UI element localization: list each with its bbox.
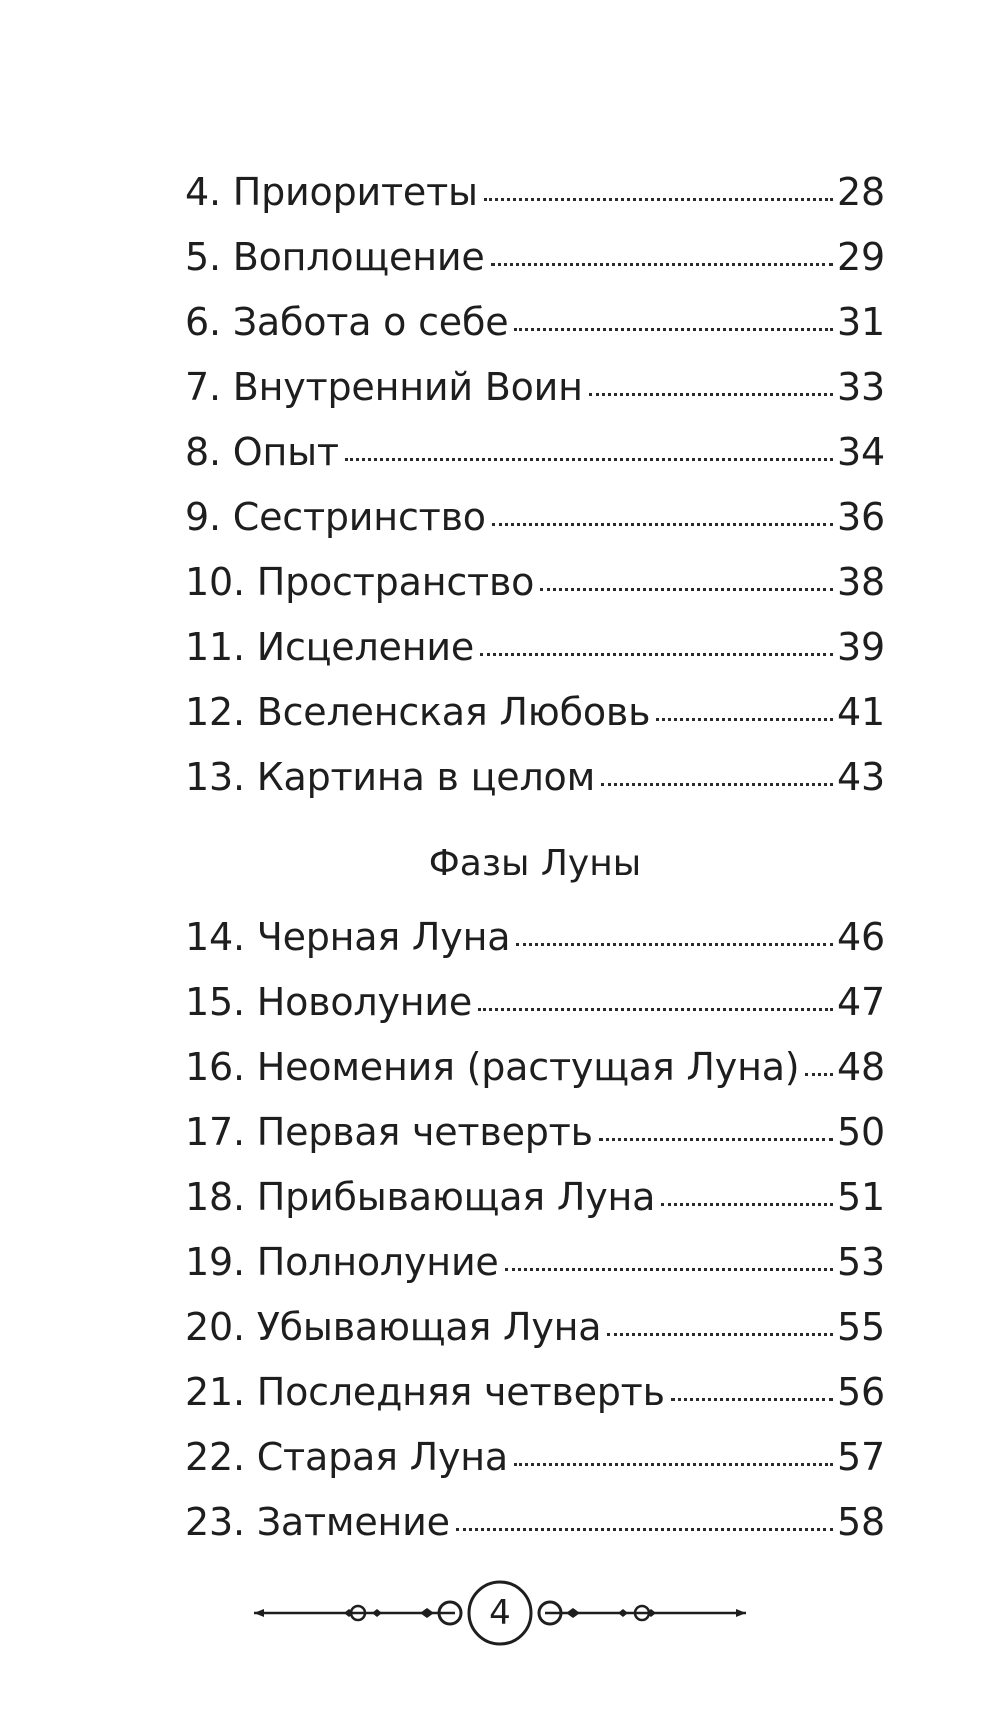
toc-entry-page: 53 — [837, 1240, 885, 1284]
toc-entry-page: 47 — [837, 980, 885, 1024]
toc-entry[interactable] — [185, 355, 885, 420]
dot-leader — [480, 653, 833, 656]
toc-entry-page: 57 — [837, 1435, 885, 1479]
toc-entry-title: 17. Первая четверть — [185, 1110, 593, 1154]
dot-leader — [514, 328, 833, 331]
toc-entry-title: 12. Вселенская Любовь — [185, 690, 651, 734]
toc-entry-title: 23. Затмение — [185, 1500, 450, 1544]
ornament-diamond — [566, 1608, 580, 1618]
toc-entry[interactable] — [185, 1230, 885, 1295]
toc-entry-title: 15. Новолуние — [185, 980, 473, 1024]
toc-entry-title: 14. Черная Луна — [185, 915, 511, 959]
toc-entry-page: 43 — [837, 755, 885, 799]
dot-leader — [456, 1528, 833, 1531]
toc-entry-title: 22. Старая Луна — [185, 1435, 509, 1479]
toc-entry-page: 29 — [837, 235, 885, 279]
dot-leader — [478, 1008, 833, 1011]
toc-entry[interactable] — [185, 550, 885, 615]
toc-entry[interactable] — [185, 970, 885, 1035]
ornament-diamond — [420, 1608, 434, 1618]
toc-entry[interactable] — [185, 745, 885, 810]
toc-entry-page: 46 — [837, 915, 885, 959]
dot-leader — [601, 783, 833, 786]
dot-leader — [805, 1073, 833, 1076]
toc-entry-page: 34 — [837, 430, 885, 474]
toc-entry-title: 21. Последняя четверть — [185, 1370, 665, 1414]
dot-leader — [599, 1138, 833, 1141]
dot-leader — [484, 198, 833, 201]
dot-leader — [589, 393, 833, 396]
dot-leader — [671, 1398, 833, 1401]
toc-entry-title: 9. Сестринство — [185, 495, 486, 539]
toc-entry-title: 16. Неомения (растущая Луна) — [185, 1045, 800, 1089]
toc-entry[interactable] — [185, 1035, 885, 1100]
toc-entry[interactable] — [185, 1490, 885, 1555]
section-heading: Фазы Луны — [428, 843, 642, 884]
toc-entry-title: 5. Воплощение — [185, 235, 485, 279]
toc-entry-page: 28 — [837, 170, 885, 214]
toc-entry-page: 38 — [837, 560, 885, 604]
dot-leader — [505, 1268, 833, 1271]
toc-entry[interactable] — [185, 1360, 885, 1425]
ornament-diamond — [618, 1609, 628, 1617]
toc-entry-title: 11. Исцеление — [185, 625, 475, 669]
toc-entry-page: 48 — [837, 1045, 885, 1089]
toc-entry[interactable] — [185, 1100, 885, 1165]
toc-entry[interactable] — [185, 615, 885, 680]
toc-entry-page: 36 — [837, 495, 885, 539]
toc-entry-page: 50 — [837, 1110, 885, 1154]
toc-entry[interactable] — [185, 420, 885, 485]
toc-entry-page: 56 — [837, 1370, 885, 1414]
toc-entry-page: 39 — [837, 625, 885, 669]
toc-list-part-2 — [185, 905, 885, 1555]
toc-entry-page: 51 — [837, 1175, 885, 1219]
toc-entry[interactable] — [185, 680, 885, 745]
dot-leader — [607, 1333, 833, 1336]
toc-entry-title: 19. Полнолуние — [185, 1240, 499, 1284]
toc-entry[interactable] — [185, 1425, 885, 1490]
arrow-tip-left — [254, 1609, 264, 1617]
toc-entry-title: 7. Внутренний Воин — [185, 365, 583, 409]
dot-leader — [491, 263, 834, 266]
dot-leader — [656, 718, 833, 721]
ornament-diamond — [372, 1609, 382, 1617]
toc-entry[interactable] — [185, 485, 885, 550]
toc-entry-page: 55 — [837, 1305, 885, 1349]
toc-entry[interactable] — [185, 290, 885, 355]
toc-entry[interactable] — [185, 1295, 885, 1360]
dot-leader — [661, 1203, 833, 1206]
toc-entry[interactable] — [185, 1165, 885, 1230]
arrow-tip-right — [736, 1609, 746, 1617]
toc-entry-title: 20. Убывающая Луна — [185, 1305, 602, 1349]
toc-entry-title: 10. Пространство — [185, 560, 535, 604]
toc-entry-title: 13. Картина в целом — [185, 755, 596, 799]
toc-entry[interactable] — [185, 160, 885, 225]
dot-leader — [345, 458, 833, 461]
toc-entry-page: 31 — [837, 300, 885, 344]
toc-entry-title: 4. Приоритеты — [185, 170, 478, 214]
dot-leader — [540, 588, 833, 591]
toc-entry-page: 41 — [837, 690, 885, 734]
toc-entry-title: 8. Опыт — [185, 430, 339, 474]
toc-entry-title: 18. Прибывающая Луна — [185, 1175, 656, 1219]
toc-entry-page: 58 — [837, 1500, 885, 1544]
toc-entry-page: 33 — [837, 365, 885, 409]
dot-leader — [492, 523, 833, 526]
dot-leader — [514, 1463, 833, 1466]
toc-entry[interactable] — [185, 905, 885, 970]
page-number: 4 — [489, 1593, 511, 1633]
toc-entry[interactable] — [185, 225, 885, 290]
dot-leader — [516, 943, 833, 946]
toc-list-part-1 — [185, 160, 885, 810]
toc-entry-title: 6. Забота о себе — [185, 300, 509, 344]
